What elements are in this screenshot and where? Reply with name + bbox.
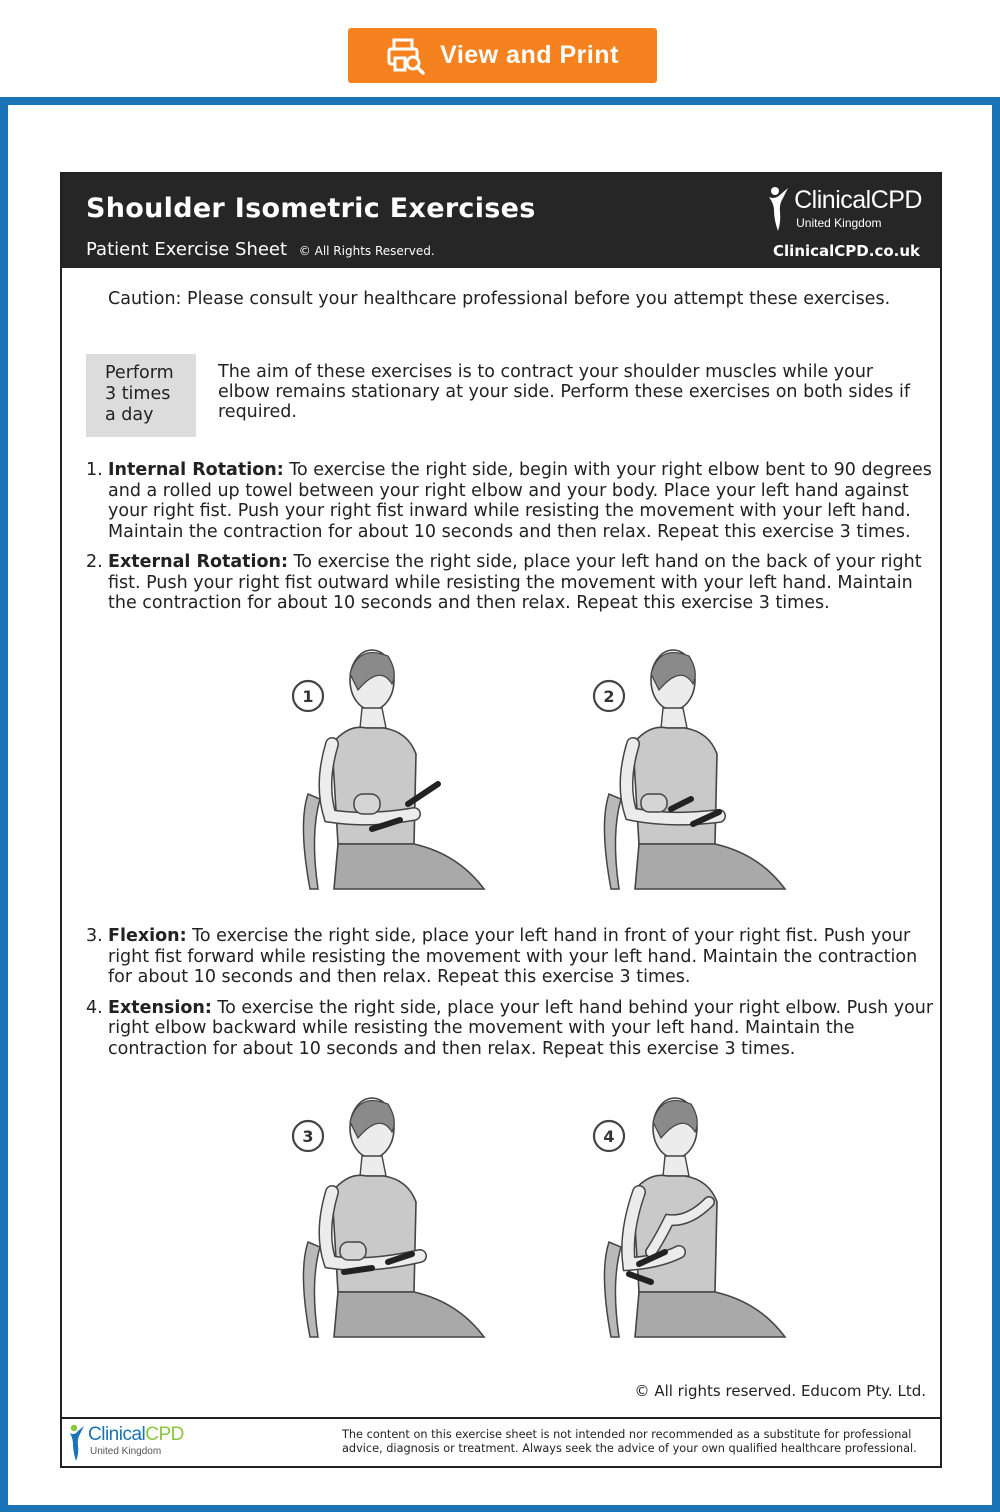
step-item	[86, 460, 936, 542]
step-title: Flexion:	[108, 926, 187, 946]
sheet-header	[62, 174, 940, 268]
aim-text: The aim of these exercises is to contract your shoulder muscles while your elbow remains stationary at your side. Perform these exercises on both sides if required.	[218, 362, 910, 422]
step-number: 1.	[86, 460, 103, 480]
exercise-sheet	[60, 172, 942, 1468]
brand-name-clinical: Clinical	[88, 1424, 146, 1445]
sheet-title: Shoulder Isometric Exercises	[86, 193, 536, 224]
step-title: Extension:	[108, 997, 212, 1018]
person-logo-icon	[766, 186, 792, 232]
perform-line: 3 times	[105, 384, 171, 404]
step-text: To exercise the right side, place your left hand behind your right elbow. Push your right elbow backward while resisting the movement with your left hand. Maintain the contraction for about 10 seconds and then relax. Repeat this exercise 3 times.	[108, 997, 934, 1059]
seated-woman-illustration	[288, 644, 488, 894]
footer-brand-logo	[68, 1424, 184, 1462]
step-item	[86, 552, 936, 614]
step-title: Internal Rotation:	[108, 460, 284, 480]
footer-brand-country: United Kingdom	[90, 1446, 162, 1457]
step-text: To exercise the right side, place your left hand in front of your right fist. Push your right fist forward while resisting the movement with your left hand. Maintain the contraction for about 10 seconds and then relax. Repeat this exercise 3 times.	[108, 926, 918, 987]
steps-group-a	[86, 460, 936, 624]
footer-divider	[62, 1417, 940, 1419]
copyright-text: © All rights reserved. Educom Pty. Ltd.	[634, 1382, 926, 1400]
brand-name-cpd: CPD	[145, 1424, 184, 1445]
step-item	[86, 926, 936, 988]
exercise-figure-4	[589, 1092, 789, 1342]
top-toolbar	[0, 0, 1000, 97]
caution-text: Caution: Please consult your healthcare professional before you attempt these exercises.	[108, 289, 891, 309]
disclaimer-text: The content on this exercise sheet is not intended nor recommended as a substitute for professional advice, diagnosis or treatment. Always seek the advice of your own qualified healthcare professional.	[342, 1428, 917, 1455]
figure-label: 2	[603, 687, 615, 706]
figure-label: 4	[603, 1127, 615, 1146]
brand-logo	[766, 186, 922, 232]
step-title: External Rotation:	[108, 552, 288, 572]
exercise-figure-3	[288, 1092, 488, 1342]
seated-woman-illustration	[589, 1092, 789, 1342]
steps-group-b	[86, 926, 936, 1069]
printer-search-icon	[386, 36, 426, 76]
exercise-figure-1	[288, 644, 488, 894]
seated-woman-illustration	[288, 1092, 488, 1342]
rights-text: © All Rights Reserved.	[298, 244, 435, 258]
perform-line: a day	[105, 405, 154, 425]
step-text: To exercise the right side, place your left hand on the back of your right fist. Push your right fist outward while resisting the movement with your left hand. Maintain the contraction for about 10 seconds and then relax. Repeat this exercise 3 times.	[108, 552, 922, 613]
step-text: To exercise the right side, begin with your right elbow bent to 90 degrees and a rolled up towel between your right elbow and your body. Place your left hand against your right fist. Push your right fist inward while resisting the movement with your left hand. Maintain the contraction for about 10 seconds and then relax. Repeat this exercise 3 times.	[108, 460, 932, 542]
step-number: 4.	[86, 997, 103, 1018]
exercise-figure-2	[589, 644, 789, 894]
seated-woman-illustration	[589, 644, 789, 894]
view-and-print-button[interactable]	[348, 28, 657, 83]
brand-url: ClinicalCPD.co.uk	[773, 242, 920, 260]
perform-frequency-box	[86, 354, 196, 437]
perform-line: Perform	[105, 363, 174, 383]
step-number: 2.	[86, 552, 103, 572]
view-and-print-label: View and Print	[440, 41, 619, 69]
footer-brand-name	[88, 1424, 184, 1446]
brand-country: United Kingdom	[796, 216, 882, 230]
figure-label: 1	[302, 687, 314, 706]
subtitle-text: Patient Exercise Sheet	[86, 239, 288, 260]
sheet-subtitle	[86, 239, 435, 260]
person-logo-icon	[68, 1424, 86, 1462]
figure-label: 3	[302, 1127, 314, 1146]
brand-name: ClinicalCPD	[794, 186, 922, 214]
step-number: 3.	[86, 926, 103, 946]
step-item	[86, 998, 936, 1060]
